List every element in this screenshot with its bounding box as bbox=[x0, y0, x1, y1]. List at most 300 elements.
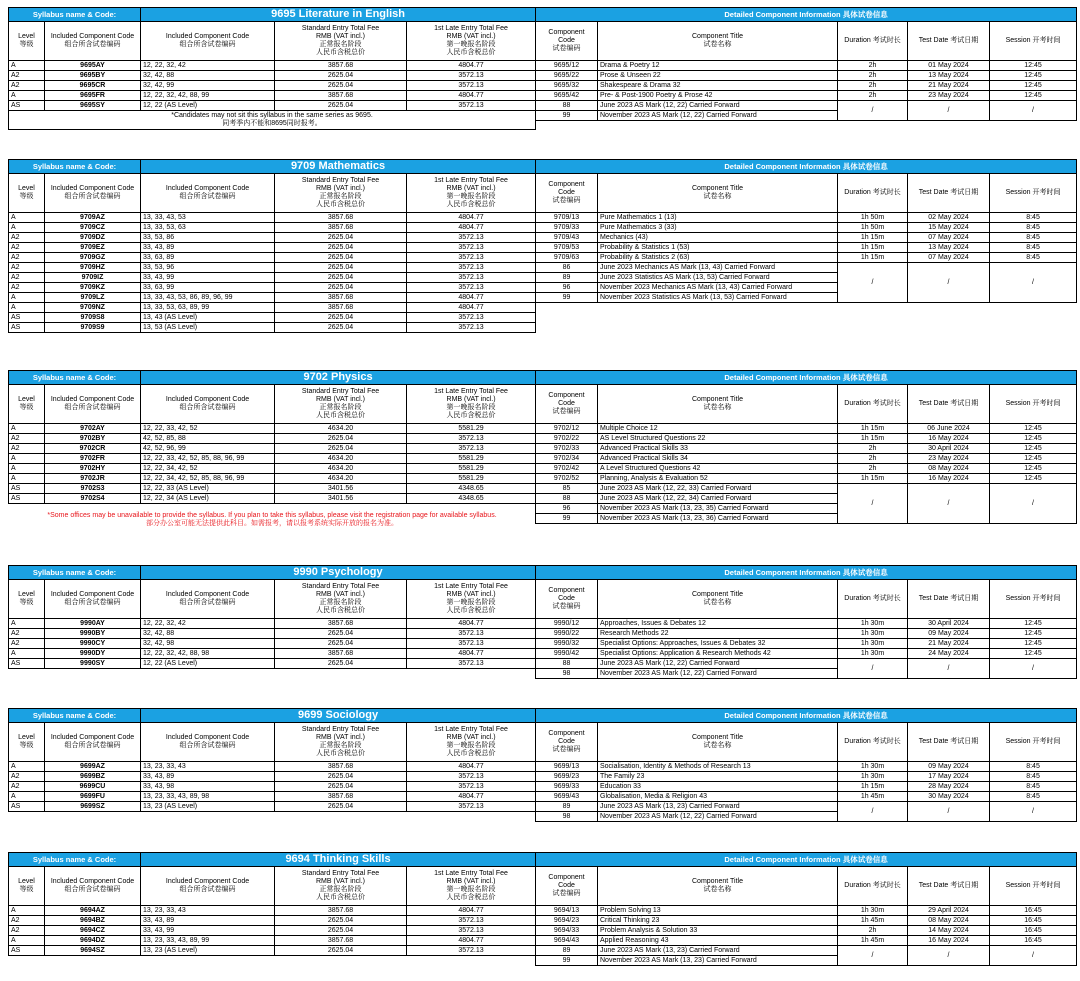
level-cell: A bbox=[9, 293, 45, 303]
component-title-cell: Drama & Poetry 12 bbox=[598, 61, 838, 71]
standard-fee-cell: 2625.04 bbox=[275, 772, 407, 782]
session-cell: 16:45 bbox=[990, 926, 1077, 936]
component-list-cell: 12, 22, 33, 42, 52, 85, 88, 96, 99 bbox=[141, 454, 275, 464]
syllabus-code-cell: 9709NZ bbox=[45, 303, 141, 313]
not-applicable-cell: / bbox=[908, 484, 990, 524]
test-date-cell: 30 May 2024 bbox=[908, 792, 990, 802]
standard-fee-cell: 2625.04 bbox=[275, 323, 407, 333]
component-code-cell: 9990/42 bbox=[536, 649, 598, 659]
component-list-cell: 33, 53, 96 bbox=[141, 263, 275, 273]
component-code-cell: 9990/32 bbox=[536, 639, 598, 649]
duration-cell: 2h bbox=[838, 81, 908, 91]
component-title-cell: November 2023 AS Mark (12, 22) Carried Forward bbox=[598, 111, 838, 121]
table-row bbox=[9, 101, 536, 111]
component-list-cell: 33, 43, 89 bbox=[141, 772, 275, 782]
component-table bbox=[535, 7, 1077, 121]
syllabus-code-cell: 9695SY bbox=[45, 101, 141, 111]
component-code-cell: 96 bbox=[536, 504, 598, 514]
standard-fee-cell: 3857.68 bbox=[275, 792, 407, 802]
fee-table bbox=[8, 565, 536, 669]
component-code-cell: 89 bbox=[536, 273, 598, 283]
component-title-cell: Critical Thinking 23 bbox=[598, 916, 838, 926]
column-header: Included Component Code 组合所含试卷编码 bbox=[45, 174, 141, 213]
not-applicable-cell: / bbox=[908, 101, 990, 121]
table-row bbox=[9, 91, 536, 101]
level-cell: A bbox=[9, 762, 45, 772]
column-header: Test Date 考试日期 bbox=[908, 385, 990, 424]
component-title-cell: June 2023 AS Mark (12, 22, 34) Carried Forward bbox=[598, 494, 838, 504]
column-header: Standard Entry Total Fee RMB (VAT incl.) 正常报名阶段 人民币含税总价 bbox=[275, 22, 407, 61]
test-date-cell: 21 May 2024 bbox=[908, 639, 990, 649]
late-fee-cell: 4804.77 bbox=[407, 213, 536, 223]
standard-fee-cell: 3857.68 bbox=[275, 649, 407, 659]
table-row bbox=[9, 424, 536, 434]
column-header: Component Code 试卷编码 bbox=[536, 723, 598, 762]
component-title-cell: Globalisation, Media & Religion 43 bbox=[598, 792, 838, 802]
component-code-cell: 89 bbox=[536, 946, 598, 956]
session-cell: 8:45 bbox=[990, 213, 1077, 223]
column-header: Test Date 考试日期 bbox=[908, 22, 990, 61]
component-code-cell: 99 bbox=[536, 956, 598, 966]
level-cell: A bbox=[9, 61, 45, 71]
availability-warning: *Some offices may be unavailable to provide the syllabus. If you plan to take this syllabus, please visit the registration page for available syllabus. 部分办公室可能无法提供此科目。如需报考，请以报考系统实际开放的报名为准。 bbox=[47, 512, 497, 527]
fee-table bbox=[8, 370, 536, 528]
late-fee-cell: 5581.29 bbox=[407, 454, 536, 464]
level-cell: A bbox=[9, 464, 45, 474]
table-row bbox=[9, 782, 536, 792]
syllabus-note: *Candidates may not sit this syllabus in the same series as 9695. 同考季内不能和8695同时报考。 bbox=[9, 111, 536, 130]
component-list-cell: 13, 23, 33, 43 bbox=[141, 906, 275, 916]
component-code-cell: 9709/53 bbox=[536, 243, 598, 253]
fee-table bbox=[8, 708, 536, 812]
session-cell: 12:45 bbox=[990, 464, 1077, 474]
not-applicable-cell: / bbox=[990, 659, 1077, 679]
standard-fee-cell: 4634.20 bbox=[275, 464, 407, 474]
column-header: 1st Late Entry Total Fee RMB (VAT incl.) 第一晚报名阶段 人民币含税总价 bbox=[407, 22, 536, 61]
table-row bbox=[9, 233, 536, 243]
component-code-cell: 99 bbox=[536, 111, 598, 121]
standard-fee-cell: 3857.68 bbox=[275, 762, 407, 772]
component-title-cell: June 2023 AS Mark (12, 22) Carried Forward bbox=[598, 101, 838, 111]
session-cell: 12:45 bbox=[990, 81, 1077, 91]
test-date-cell: 21 May 2024 bbox=[908, 81, 990, 91]
test-date-cell: 14 May 2024 bbox=[908, 926, 990, 936]
syllabus-code-cell: 9709EZ bbox=[45, 243, 141, 253]
component-code-cell: 9694/23 bbox=[536, 916, 598, 926]
component-title-cell: November 2023 AS Mark (12, 22) Carried Forward bbox=[598, 669, 838, 679]
table-row bbox=[536, 91, 1077, 101]
component-title-cell: Pure Mathematics 3 (33) bbox=[598, 223, 838, 233]
component-code-cell: 9709/13 bbox=[536, 213, 598, 223]
level-cell: A2 bbox=[9, 782, 45, 792]
component-code-cell: 9695/22 bbox=[536, 71, 598, 81]
standard-fee-cell: 3857.68 bbox=[275, 303, 407, 313]
column-header: Component Code 试卷编码 bbox=[536, 385, 598, 424]
table-row bbox=[536, 233, 1077, 243]
syllabus-title: 9709 Mathematics bbox=[141, 160, 536, 174]
syllabus-code-cell: 9695FR bbox=[45, 91, 141, 101]
component-code-cell: 9702/42 bbox=[536, 464, 598, 474]
test-date-cell: 30 April 2024 bbox=[908, 444, 990, 454]
column-header: Test Date 考试日期 bbox=[908, 580, 990, 619]
syllabus-label: Syllabus name & Code: bbox=[9, 8, 141, 22]
session-cell: 12:45 bbox=[990, 424, 1077, 434]
level-cell: A2 bbox=[9, 434, 45, 444]
table-row bbox=[9, 323, 536, 333]
component-code-cell: 9694/43 bbox=[536, 936, 598, 946]
not-applicable-cell: / bbox=[990, 263, 1077, 303]
session-cell: 16:45 bbox=[990, 916, 1077, 926]
table-row bbox=[536, 243, 1077, 253]
not-applicable-cell: / bbox=[838, 484, 908, 524]
not-applicable-cell: / bbox=[990, 802, 1077, 822]
component-title-cell: The Family 23 bbox=[598, 772, 838, 782]
table-row bbox=[9, 213, 536, 223]
component-code-cell: 98 bbox=[536, 812, 598, 822]
not-applicable-cell: / bbox=[908, 802, 990, 822]
component-title-cell: Approaches, Issues & Debates 12 bbox=[598, 619, 838, 629]
component-code-cell: 9709/43 bbox=[536, 233, 598, 243]
duration-cell: 1h 50m bbox=[838, 223, 908, 233]
late-fee-cell: 3572.13 bbox=[407, 916, 536, 926]
table-row bbox=[536, 434, 1077, 444]
syllabus-code-cell: 9709LZ bbox=[45, 293, 141, 303]
standard-fee-cell: 2625.04 bbox=[275, 782, 407, 792]
detailed-info-title: Detailed Component Information 具体试卷信息 bbox=[536, 8, 1077, 22]
column-header: Duration 考试时长 bbox=[838, 723, 908, 762]
table-row bbox=[9, 906, 536, 916]
test-date-cell: 16 May 2024 bbox=[908, 474, 990, 484]
session-cell: 12:45 bbox=[990, 91, 1077, 101]
component-table bbox=[535, 159, 1077, 303]
level-cell: A bbox=[9, 792, 45, 802]
component-list-cell: 12, 22 (AS Level) bbox=[141, 659, 275, 669]
component-title-cell: Pure Mathematics 1 (13) bbox=[598, 213, 838, 223]
column-header: Session 开考时间 bbox=[990, 385, 1077, 424]
level-cell: A bbox=[9, 474, 45, 484]
syllabus-label: Syllabus name & Code: bbox=[9, 160, 141, 174]
level-cell: A2 bbox=[9, 916, 45, 926]
table-row bbox=[536, 619, 1077, 629]
duration-cell: 1h 30m bbox=[838, 649, 908, 659]
component-list-cell: 12, 22 (AS Level) bbox=[141, 101, 275, 111]
column-header: Included Component Code 组合所含试卷编码 bbox=[141, 22, 275, 61]
syllabus-code-cell: 9990DY bbox=[45, 649, 141, 659]
component-code-cell: 88 bbox=[536, 659, 598, 669]
component-list-cell: 33, 43, 89 bbox=[141, 243, 275, 253]
column-header: Duration 考试时长 bbox=[838, 174, 908, 213]
component-code-cell: 9695/32 bbox=[536, 81, 598, 91]
duration-cell: 1h 30m bbox=[838, 772, 908, 782]
test-date-cell: 09 May 2024 bbox=[908, 629, 990, 639]
column-header: Level 等级 bbox=[9, 174, 45, 213]
component-code-cell: 9702/52 bbox=[536, 474, 598, 484]
component-code-cell: 86 bbox=[536, 263, 598, 273]
table-row bbox=[536, 253, 1077, 263]
column-header: Standard Entry Total Fee RMB (VAT incl.) 正常报名阶段 人民币含税总价 bbox=[275, 385, 407, 424]
test-date-cell: 01 May 2024 bbox=[908, 61, 990, 71]
late-fee-cell: 3572.13 bbox=[407, 243, 536, 253]
syllabus-code-cell: 9709S9 bbox=[45, 323, 141, 333]
late-fee-cell: 3572.13 bbox=[407, 283, 536, 293]
component-code-cell: 9709/63 bbox=[536, 253, 598, 263]
late-fee-cell: 3572.13 bbox=[407, 802, 536, 812]
component-title-cell: June 2023 AS Mark (13, 23) Carried Forward bbox=[598, 946, 838, 956]
standard-fee-cell: 2625.04 bbox=[275, 444, 407, 454]
late-fee-cell: 3572.13 bbox=[407, 233, 536, 243]
table-row bbox=[536, 213, 1077, 223]
level-cell: A2 bbox=[9, 639, 45, 649]
table-row bbox=[536, 782, 1077, 792]
table-row bbox=[9, 434, 536, 444]
session-cell: 12:45 bbox=[990, 71, 1077, 81]
table-row bbox=[9, 762, 536, 772]
column-header: Included Component Code 组合所含试卷编码 bbox=[45, 22, 141, 61]
not-applicable-cell: / bbox=[908, 659, 990, 679]
table-row bbox=[9, 273, 536, 283]
syllabus-code-cell: 9990BY bbox=[45, 629, 141, 639]
syllabus-label: Syllabus name & Code: bbox=[9, 371, 141, 385]
component-title-cell: November 2023 AS Mark (13, 23) Carried Forward bbox=[598, 956, 838, 966]
syllabus-title: 9702 Physics bbox=[141, 371, 536, 385]
level-cell: AS bbox=[9, 484, 45, 494]
table-row bbox=[536, 223, 1077, 233]
not-applicable-cell: / bbox=[838, 263, 908, 303]
detailed-info-title: Detailed Component Information 具体试卷信息 bbox=[536, 371, 1077, 385]
late-fee-cell: 3572.13 bbox=[407, 263, 536, 273]
duration-cell: 1h 30m bbox=[838, 639, 908, 649]
standard-fee-cell: 2625.04 bbox=[275, 629, 407, 639]
late-fee-cell: 3572.13 bbox=[407, 444, 536, 454]
duration-cell: 1h 30m bbox=[838, 629, 908, 639]
test-date-cell: 09 May 2024 bbox=[908, 762, 990, 772]
session-cell: 16:45 bbox=[990, 936, 1077, 946]
standard-fee-cell: 2625.04 bbox=[275, 434, 407, 444]
standard-fee-cell: 4634.20 bbox=[275, 454, 407, 464]
component-title-cell: November 2023 AS Mark (13, 23, 35) Carried Forward bbox=[598, 504, 838, 514]
component-code-cell: 9699/13 bbox=[536, 762, 598, 772]
table-row bbox=[9, 303, 536, 313]
fee-table bbox=[8, 7, 536, 130]
duration-cell: 1h 15m bbox=[838, 233, 908, 243]
component-title-cell: November 2023 AS Mark (13, 23, 36) Carried Forward bbox=[598, 514, 838, 524]
table-row bbox=[536, 792, 1077, 802]
table-row bbox=[9, 802, 536, 812]
duration-cell: 2h bbox=[838, 926, 908, 936]
component-list-cell: 12, 22, 33, 42, 52 bbox=[141, 424, 275, 434]
table-row bbox=[9, 639, 536, 649]
column-header: 1st Late Entry Total Fee RMB (VAT incl.) 第一晚报名阶段 人民币含税总价 bbox=[407, 385, 536, 424]
duration-cell: 1h 15m bbox=[838, 253, 908, 263]
syllabus-code-cell: 9990CY bbox=[45, 639, 141, 649]
table-row bbox=[536, 81, 1077, 91]
component-code-cell: 98 bbox=[536, 669, 598, 679]
duration-cell: 2h bbox=[838, 71, 908, 81]
level-cell: A2 bbox=[9, 444, 45, 454]
table-row bbox=[9, 936, 536, 946]
table-row bbox=[9, 464, 536, 474]
column-header: Duration 考试时长 bbox=[838, 867, 908, 906]
component-table bbox=[535, 370, 1077, 524]
component-list-cell: 13, 33, 43, 53 bbox=[141, 213, 275, 223]
syllabus-code-cell: 9694DZ bbox=[45, 936, 141, 946]
standard-fee-cell: 4634.20 bbox=[275, 424, 407, 434]
session-cell: 8:45 bbox=[990, 253, 1077, 263]
component-code-cell: 9699/33 bbox=[536, 782, 598, 792]
level-cell: A2 bbox=[9, 263, 45, 273]
fee-table bbox=[8, 159, 536, 333]
syllabus-code-cell: 9990SY bbox=[45, 659, 141, 669]
test-date-cell: 08 May 2024 bbox=[908, 464, 990, 474]
component-title-cell: Planning, Analysis & Evaluation 52 bbox=[598, 474, 838, 484]
table-row bbox=[9, 263, 536, 273]
standard-fee-cell: 3401.56 bbox=[275, 484, 407, 494]
component-list-cell: 13, 23 (AS Level) bbox=[141, 802, 275, 812]
duration-cell: 1h 15m bbox=[838, 434, 908, 444]
column-header: Session 开考时间 bbox=[990, 867, 1077, 906]
late-fee-cell: 3572.13 bbox=[407, 313, 536, 323]
test-date-cell: 16 May 2024 bbox=[908, 936, 990, 946]
standard-fee-cell: 2625.04 bbox=[275, 273, 407, 283]
component-table bbox=[535, 708, 1077, 822]
component-code-cell: 9709/33 bbox=[536, 223, 598, 233]
test-date-cell: 16 May 2024 bbox=[908, 434, 990, 444]
column-header: Included Component Code 组合所含试卷编码 bbox=[141, 385, 275, 424]
standard-fee-cell: 3857.68 bbox=[275, 936, 407, 946]
column-header: Level 等级 bbox=[9, 723, 45, 762]
column-header: Component Code 试卷编码 bbox=[536, 580, 598, 619]
session-cell: 12:45 bbox=[990, 434, 1077, 444]
level-cell: A bbox=[9, 649, 45, 659]
column-header: Component Code 试卷编码 bbox=[536, 174, 598, 213]
standard-fee-cell: 2625.04 bbox=[275, 233, 407, 243]
column-header: Component Title 试卷名称 bbox=[598, 867, 838, 906]
standard-fee-cell: 2625.04 bbox=[275, 926, 407, 936]
column-header: Session 开考时间 bbox=[990, 723, 1077, 762]
syllabus-code-cell: 9709GZ bbox=[45, 253, 141, 263]
standard-fee-cell: 2625.04 bbox=[275, 802, 407, 812]
syllabus-code-cell: 9695AY bbox=[45, 61, 141, 71]
component-table bbox=[535, 565, 1077, 679]
component-title-cell: June 2023 AS Mark (12, 22, 33) Carried Forward bbox=[598, 484, 838, 494]
detailed-info-title: Detailed Component Information 具体试卷信息 bbox=[536, 853, 1077, 867]
standard-fee-cell: 2625.04 bbox=[275, 253, 407, 263]
table-row bbox=[9, 474, 536, 484]
late-fee-cell: 4804.77 bbox=[407, 303, 536, 313]
standard-fee-cell: 2625.04 bbox=[275, 263, 407, 273]
component-code-cell: 9990/12 bbox=[536, 619, 598, 629]
table-row bbox=[9, 629, 536, 639]
table-row bbox=[9, 792, 536, 802]
component-title-cell: November 2023 AS Mark (12, 22) Carried Forward bbox=[598, 812, 838, 822]
syllabus-title: 9699 Sociology bbox=[141, 709, 536, 723]
component-code-cell: 9695/12 bbox=[536, 61, 598, 71]
level-cell: A bbox=[9, 223, 45, 233]
component-list-cell: 33, 63, 89 bbox=[141, 253, 275, 263]
table-row bbox=[9, 494, 536, 504]
column-header: Component Code 试卷编码 bbox=[536, 22, 598, 61]
duration-cell: 1h 30m bbox=[838, 762, 908, 772]
component-title-cell: June 2023 Mechanics AS Mark (13, 43) Carried Forward bbox=[598, 263, 838, 273]
column-header: 1st Late Entry Total Fee RMB (VAT incl.) 第一晚报名阶段 人民币含税总价 bbox=[407, 174, 536, 213]
column-header: Included Component Code 组合所含试卷编码 bbox=[141, 580, 275, 619]
level-cell: AS bbox=[9, 101, 45, 111]
component-title-cell: Socialisation, Identity & Methods of Research 13 bbox=[598, 762, 838, 772]
column-header: Duration 考试时长 bbox=[838, 22, 908, 61]
syllabus-code-cell: 9694SZ bbox=[45, 946, 141, 956]
component-list-cell: 33, 43, 99 bbox=[141, 273, 275, 283]
session-cell: 12:45 bbox=[990, 454, 1077, 464]
standard-fee-cell: 3857.68 bbox=[275, 906, 407, 916]
table-row bbox=[9, 81, 536, 91]
duration-cell: 1h 15m bbox=[838, 243, 908, 253]
level-cell: AS bbox=[9, 659, 45, 669]
component-list-cell: 33, 43, 98 bbox=[141, 782, 275, 792]
level-cell: A2 bbox=[9, 233, 45, 243]
component-title-cell: Research Methods 22 bbox=[598, 629, 838, 639]
syllabus-label: Syllabus name & Code: bbox=[9, 853, 141, 867]
component-list-cell: 12, 22, 32, 42, 88, 99 bbox=[141, 91, 275, 101]
component-code-cell: 99 bbox=[536, 514, 598, 524]
component-title-cell: November 2023 Mechanics AS Mark (13, 43) Carried Forward bbox=[598, 283, 838, 293]
test-date-cell: 30 April 2024 bbox=[908, 619, 990, 629]
table-row bbox=[536, 61, 1077, 71]
session-cell: 12:45 bbox=[990, 619, 1077, 629]
component-title-cell: Multiple Choice 12 bbox=[598, 424, 838, 434]
late-fee-cell: 4348.65 bbox=[407, 484, 536, 494]
component-list-cell: 32, 42, 98 bbox=[141, 639, 275, 649]
session-cell: 12:45 bbox=[990, 649, 1077, 659]
component-title-cell: June 2023 AS Mark (12, 22) Carried Forward bbox=[598, 659, 838, 669]
syllabus-code-cell: 9699FU bbox=[45, 792, 141, 802]
table-row bbox=[9, 283, 536, 293]
table-row bbox=[536, 926, 1077, 936]
column-header: Component Code 试卷编码 bbox=[536, 867, 598, 906]
test-date-cell: 24 May 2024 bbox=[908, 649, 990, 659]
session-cell: 8:45 bbox=[990, 223, 1077, 233]
standard-fee-cell: 2625.04 bbox=[275, 639, 407, 649]
carried-forward-row bbox=[536, 101, 1077, 111]
late-fee-cell: 3572.13 bbox=[407, 101, 536, 111]
component-title-cell: Specialist Options: Application & Research Methods 42 bbox=[598, 649, 838, 659]
component-list-cell: 12, 22, 33 (AS Level) bbox=[141, 484, 275, 494]
syllabus-title: 9694 Thinking Skills bbox=[141, 853, 536, 867]
standard-fee-cell: 3401.56 bbox=[275, 494, 407, 504]
not-applicable-cell: / bbox=[990, 101, 1077, 121]
table-row bbox=[536, 454, 1077, 464]
standard-fee-cell: 2625.04 bbox=[275, 916, 407, 926]
column-header: Component Title 试卷名称 bbox=[598, 174, 838, 213]
syllabus-label: Syllabus name & Code: bbox=[9, 709, 141, 723]
session-cell: 8:45 bbox=[990, 233, 1077, 243]
level-cell: A2 bbox=[9, 772, 45, 782]
late-fee-cell: 3572.13 bbox=[407, 659, 536, 669]
component-title-cell: Mechanics (43) bbox=[598, 233, 838, 243]
table-row bbox=[9, 946, 536, 956]
column-header: Level 等级 bbox=[9, 22, 45, 61]
standard-fee-cell: 3857.68 bbox=[275, 223, 407, 233]
late-fee-cell: 3572.13 bbox=[407, 926, 536, 936]
component-list-cell: 12, 22, 34, 42, 52, 85, 88, 96, 99 bbox=[141, 474, 275, 484]
syllabus-code-cell: 9702S4 bbox=[45, 494, 141, 504]
standard-fee-cell: 3857.68 bbox=[275, 213, 407, 223]
component-title-cell: Shakespeare & Drama 32 bbox=[598, 81, 838, 91]
column-header: Component Title 试卷名称 bbox=[598, 385, 838, 424]
test-date-cell: 23 May 2024 bbox=[908, 454, 990, 464]
component-list-cell: 13, 33, 53, 63 bbox=[141, 223, 275, 233]
session-cell: 8:45 bbox=[990, 782, 1077, 792]
session-cell: 8:45 bbox=[990, 762, 1077, 772]
